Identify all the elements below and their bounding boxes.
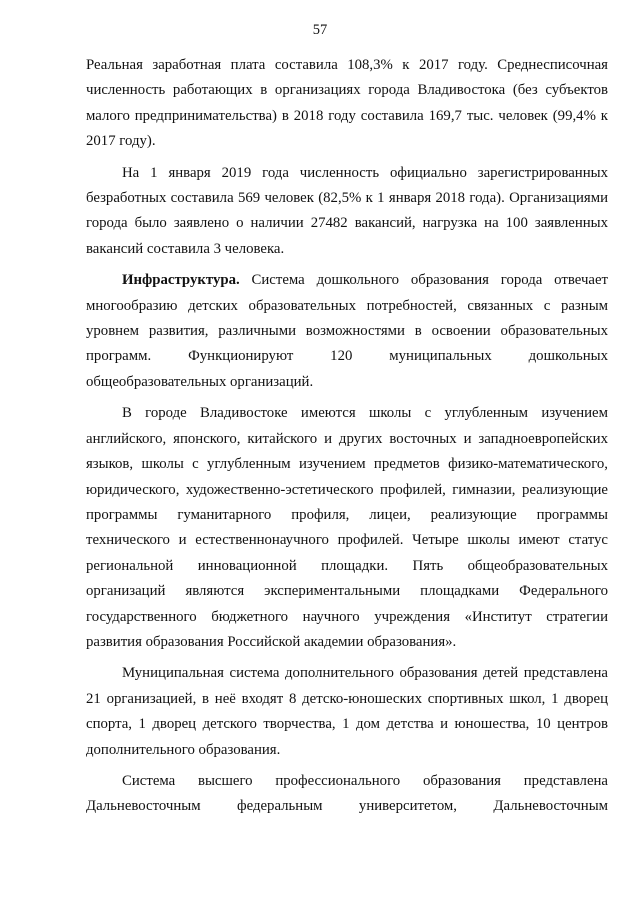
page-number: 57 <box>312 22 328 38</box>
paragraph-schools: В городе Владивостоке имеются школы с углубленным изучением английского, японского, китайского и других восточных и западноевропейских языков, школы с углубленным изучением предметов физико-математического, юридического, художественно-эстетического профилей, гимназии, реализующие программы гуманитарного профиля, лицеи, реализующие программы технического и естественнонаучного профилей. Четыре школы имеют статус региональной инновационной площадки. Пять общеобразовательных организаций являются экспериментальными площадками Федерального государственного бюджетного научного учреждения «Институт стратегии развития образования Российской академии образования». <box>86 405 608 650</box>
paragraph-additional-education: Муниципальная система дополнительного образования детей представлена 21 организацией, в неё входят 8 детско-юношеских спортивных школ, 1 дворец спорта, 1 дворец детского творчества, 1 дом детства и юношества, 10 центров дополнительного образования. <box>86 665 608 758</box>
paragraph-infrastructure-text: Система дошкольного образования города отвечает многообразию детских образовательных потребностей, связанных с разным уровнем развития, различными возможностями в освоении образовательных программ. Функционируют 120 муниципальных дошкольных общеобразовательных организаций. <box>86 272 608 390</box>
paragraph-lead-heading: Инфраструктура. <box>122 272 240 289</box>
paragraph-higher-education: Система высшего профессионального образования представлена Дальневосточным федеральным университетом, Дальневосточным <box>86 772 608 815</box>
paragraph-infrastructure <box>86 268 608 395</box>
page-body <box>86 53 608 826</box>
paragraph-wages-employment: Реальная заработная плата составила 108,3% к 2017 году. Среднесписочная численность работающих в организациях города Владивостока (без субъектов малого предпринимательства) в 2018 году составила 169,7 тыс. человек (99,4% к 2017 году). <box>86 57 608 150</box>
paragraph-unemployment: На 1 января 2019 года численность официально зарегистрированных безработных составила 569 человек (82,5% к 1 января 2018 года). Организациями города было заявлено о наличии 27482 вакансий, нагрузка на 100 заявленных вакансий составила 3 человека. <box>86 164 608 257</box>
